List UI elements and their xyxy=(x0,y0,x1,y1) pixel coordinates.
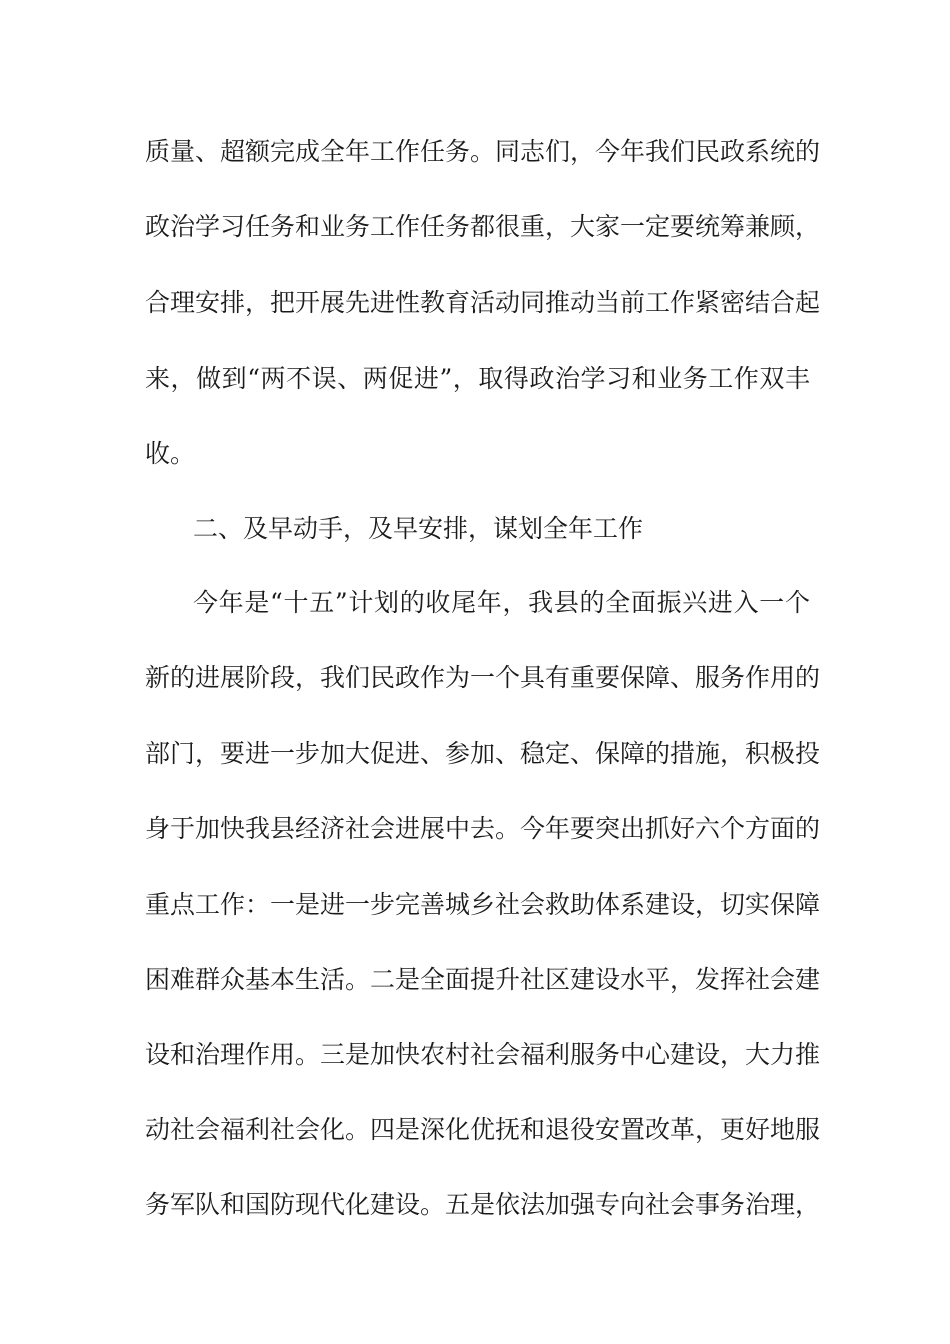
paragraph-2-line-5: 重点工作：一是进一步完善城乡社会救助体系建设，切实保障 xyxy=(145,890,821,919)
paragraph-2-line-7: 设和治理作用。三是加快农村社会福利服务中心建设，大力推 xyxy=(145,1040,821,1069)
paragraph-1-line-5: 收。 xyxy=(145,439,196,468)
paragraph-2-line-6: 困难群众基本生活。二是全面提升社区建设水平，发挥社会建 xyxy=(145,965,821,994)
paragraph-2-line-4: 身于加快我县经济社会进展中去。今年要突出抓好六个方面的 xyxy=(145,814,821,843)
paragraph-1-line-4: 来，做到“两不误、两促进”，取得政治学习和业务工作双丰 xyxy=(145,364,810,393)
paragraph-1-line-1: 质量、超额完成全年工作任务。同志们，今年我们民政系统的 xyxy=(145,137,821,166)
paragraph-1-line-3: 合理安排，把开展先进性教育活动同推动当前工作紧密结合起 xyxy=(145,288,821,317)
paragraph-2-line-8: 动社会福利社会化。四是深化优抚和退役安置改革，更好地服 xyxy=(145,1115,821,1144)
paragraph-1-line-2: 政治学习任务和业务工作任务都很重，大家一定要统筹兼顾， xyxy=(145,212,821,241)
paragraph-2-line-9: 务军队和国防现代化建设。五是依法加强专向社会事务治理， xyxy=(145,1190,821,1219)
paragraph-2-line-2: 新的进展阶段，我们民政作为一个具有重要保障、服务作用的 xyxy=(145,663,821,692)
section-heading: 二、及早动手，及早安排，谋划全年工作 xyxy=(193,514,644,543)
paragraph-2-line-3: 部门，要进一步加大促进、参加、稳定、保障的措施，积极投 xyxy=(145,739,821,768)
paragraph-2-line-1: 今年是“十五”计划的收尾年，我县的全面振兴进入一个 xyxy=(193,588,810,617)
